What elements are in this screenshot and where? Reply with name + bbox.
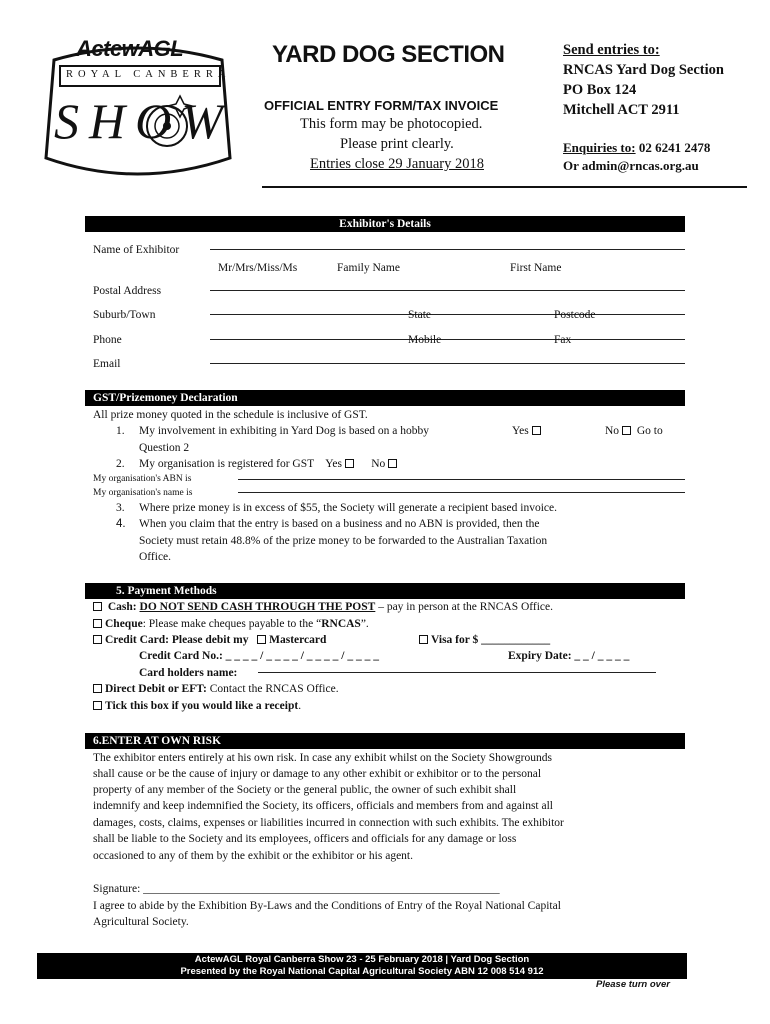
first-name-hint: First Name — [510, 262, 562, 274]
card-holder-field[interactable] — [258, 672, 656, 673]
gst-heading-bar — [85, 390, 685, 406]
card-holder-label: Card holders name: — [139, 667, 238, 679]
phone-label: Phone — [93, 334, 122, 346]
enquiries-phone: 02 6241 2478 — [635, 140, 711, 155]
cheque-option — [93, 618, 369, 630]
abn-field[interactable] — [238, 479, 685, 480]
mobile-hint: Mobile — [408, 334, 442, 346]
cheque-label: Cheque — [105, 618, 143, 630]
card-number-field[interactable]: Credit Card No.: _ _ _ _ / _ _ _ _ / _ _ _ _ / _ _ _ _ — [139, 650, 380, 662]
risk-line-1: The exhibitor enters entirely at his own risk. In case any exhibit whilst on the Society Showgrounds — [93, 752, 552, 764]
visa-option — [419, 634, 550, 646]
cheque-detail: : Please make cheques payable to the “ — [142, 618, 322, 630]
cheque-payee: RNCAS — [321, 618, 361, 630]
credit-card-option — [93, 634, 326, 646]
send-address-3: Mitchell ACT 2911 — [563, 102, 680, 118]
q2-question: My organisation is registered for GST — [139, 458, 315, 470]
credit-card-label: Credit Card: Please debit my — [105, 634, 249, 646]
postal-label: Postal Address — [93, 285, 162, 297]
direct-debit-detail: Contact the RNCAS Office. — [206, 683, 339, 695]
q3-text: Where prize money is in excess of $55, the Society will generate a recipient based invoice. — [139, 502, 557, 514]
signature-field[interactable]: Signature: ______________________________________________________________ — [93, 883, 500, 895]
q1-no-checkbox[interactable] — [622, 426, 631, 435]
risk-line-5: damages, costs, claims, expenses or liabilities incurred in connection with such exhibits. The exhibitor — [93, 817, 564, 829]
expiry-field[interactable]: Expiry Date: _ _ / _ _ _ _ — [508, 650, 630, 662]
show-logo — [32, 38, 242, 183]
logo-banner: ROYAL CANBERRA — [66, 69, 231, 80]
send-address-2: PO Box 124 — [563, 82, 637, 98]
print-note: Please print clearly. — [340, 136, 454, 152]
email-label: Email — [93, 358, 121, 370]
mastercard-label: Mastercard — [269, 634, 327, 646]
q2-no-label: No — [371, 458, 386, 470]
header-divider — [262, 186, 747, 188]
suburb-field[interactable] — [210, 314, 685, 315]
footer-bar — [37, 953, 687, 979]
visa-checkbox[interactable] — [419, 635, 428, 644]
name-field[interactable] — [210, 249, 685, 250]
q2-no-checkbox[interactable] — [388, 459, 397, 468]
postcode-hint: Postcode — [554, 309, 596, 321]
q4-line-3: Office. — [139, 551, 172, 563]
suburb-label: Suburb/Town — [93, 309, 156, 321]
logo-brand: ActewAGL — [76, 36, 184, 61]
agree-line-2: Agricultural Society. — [93, 916, 189, 928]
risk-line-6: shall be liable to the Society and its employees, officers and officials for any damage or loss — [93, 833, 517, 845]
q4-line-2: Society must retain 48.8% of the prize money to be forwarded to the Australian Taxation — [139, 535, 548, 547]
q1-no-label: No — [605, 425, 620, 437]
send-entries-label: Send entries to: — [563, 42, 660, 58]
payment-heading-bar — [85, 583, 685, 599]
q1-goto: Go to — [636, 425, 663, 437]
exhibitor-heading: Exhibitor's Details — [339, 218, 431, 230]
q1-continuation: Question 2 — [139, 442, 190, 454]
credit-card-checkbox[interactable] — [93, 635, 102, 644]
q3-number: 3. — [116, 502, 125, 514]
receipt-label: Tick this box if you would like a receipt — [105, 700, 299, 712]
q2-yes-checkbox[interactable] — [345, 459, 354, 468]
org-name-label: My organisation's name is — [93, 488, 193, 498]
risk-heading-bar — [85, 733, 685, 749]
risk-line-3: property of any member of the Society or the general public, the owner of such exhibit shall — [93, 784, 517, 796]
q1-yes-label: Yes — [512, 425, 529, 437]
direct-debit-option — [93, 683, 339, 695]
cash-checkbox[interactable] — [93, 602, 102, 611]
org-name-field[interactable] — [238, 492, 685, 493]
cash-warning: DO NOT SEND CASH THROUGH THE POST — [139, 601, 376, 613]
q1-yes — [512, 425, 544, 437]
q1-number: 1. — [116, 425, 125, 437]
risk-line-2: shall cause or be the cause of injury or damage to any other exhibit or exhibitor or to the personal — [93, 768, 542, 780]
footer-line-1: ActewAGL Royal Canberra Show 23 - 25 February 2018 | Yard Dog Section — [194, 954, 530, 965]
mastercard-checkbox[interactable] — [257, 635, 266, 644]
enquiries-email: Or admin@rncas.org.au — [563, 158, 699, 173]
visa-label: Visa for $ ____________ — [431, 634, 551, 646]
footer-line-2: Presented by the Royal National Capital Agricultural Society ABN 12 008 514 912 — [180, 966, 544, 977]
q4-number: 4. — [116, 518, 126, 530]
cash-option — [93, 601, 553, 613]
gst-intro: All prize money quoted in the schedule is inclusive of GST. — [93, 409, 368, 421]
enquiries-label: Enquiries to: — [563, 140, 636, 155]
entries-close: Entries close 29 January 2018 — [310, 156, 484, 172]
send-address-1: RNCAS Yard Dog Section — [563, 62, 724, 78]
form-subtitle: OFFICIAL ENTRY FORM/TAX INVOICE — [264, 98, 499, 113]
gst-heading: GST/Prizemoney Declaration — [93, 392, 238, 404]
family-name-hint: Family Name — [337, 262, 400, 274]
direct-debit-label: Direct Debit or EFT: — [105, 683, 207, 695]
name-label: Name of Exhibitor — [93, 244, 180, 256]
turn-over-note: Please turn over — [596, 979, 670, 990]
email-field[interactable] — [210, 363, 685, 364]
cheque-checkbox[interactable] — [93, 619, 102, 628]
phone-field[interactable] — [210, 339, 685, 340]
cheque-end: ”. — [360, 618, 369, 630]
payment-heading: 5. Payment Methods — [116, 585, 217, 597]
q2-text — [139, 458, 400, 470]
cash-detail: – pay in person at the RNCAS Office. — [375, 601, 554, 613]
q2-yes-label: Yes — [325, 458, 342, 470]
receipt-checkbox[interactable] — [93, 701, 102, 710]
form-title: YARD DOG SECTION — [272, 41, 505, 68]
postal-field[interactable] — [210, 290, 685, 291]
state-hint: State — [408, 309, 431, 321]
photocopy-note: This form may be photocopied. — [300, 116, 483, 132]
q1-yes-checkbox[interactable] — [532, 426, 541, 435]
risk-line-4: indemnify and keep indemnified the Society, its officers, officials and members from and against all — [93, 800, 553, 812]
exhibitor-heading-bar — [85, 216, 685, 232]
q4-line-1: When you claim that the entry is based on a business and no ABN is provided, then the — [139, 518, 540, 530]
cash-label: Cash: — [107, 601, 137, 613]
receipt-option: Tick this box if you would like a receipt. — [93, 700, 301, 712]
q1-text: My involvement in exhibiting in Yard Dog is based on a hobby — [139, 425, 430, 437]
q2-number: 2. — [116, 458, 125, 470]
q1-no — [605, 425, 663, 437]
title-hint: Mr/Mrs/Miss/Ms — [218, 262, 298, 274]
abn-label: My organisation's ABN is — [93, 474, 192, 484]
agree-line-1: I agree to abide by the Exhibition By-Laws and the Conditions of Entry of the Royal National Capital — [93, 900, 561, 912]
risk-heading: 6.ENTER AT OWN RISK — [93, 735, 222, 747]
direct-debit-checkbox[interactable] — [93, 684, 102, 693]
risk-line-7: occasioned to any of them by the exhibit or the exhibitor or his agent. — [93, 850, 414, 862]
enquiries — [563, 140, 710, 156]
logo-word: SHOW — [54, 93, 233, 149]
fax-hint: Fax — [554, 334, 572, 346]
